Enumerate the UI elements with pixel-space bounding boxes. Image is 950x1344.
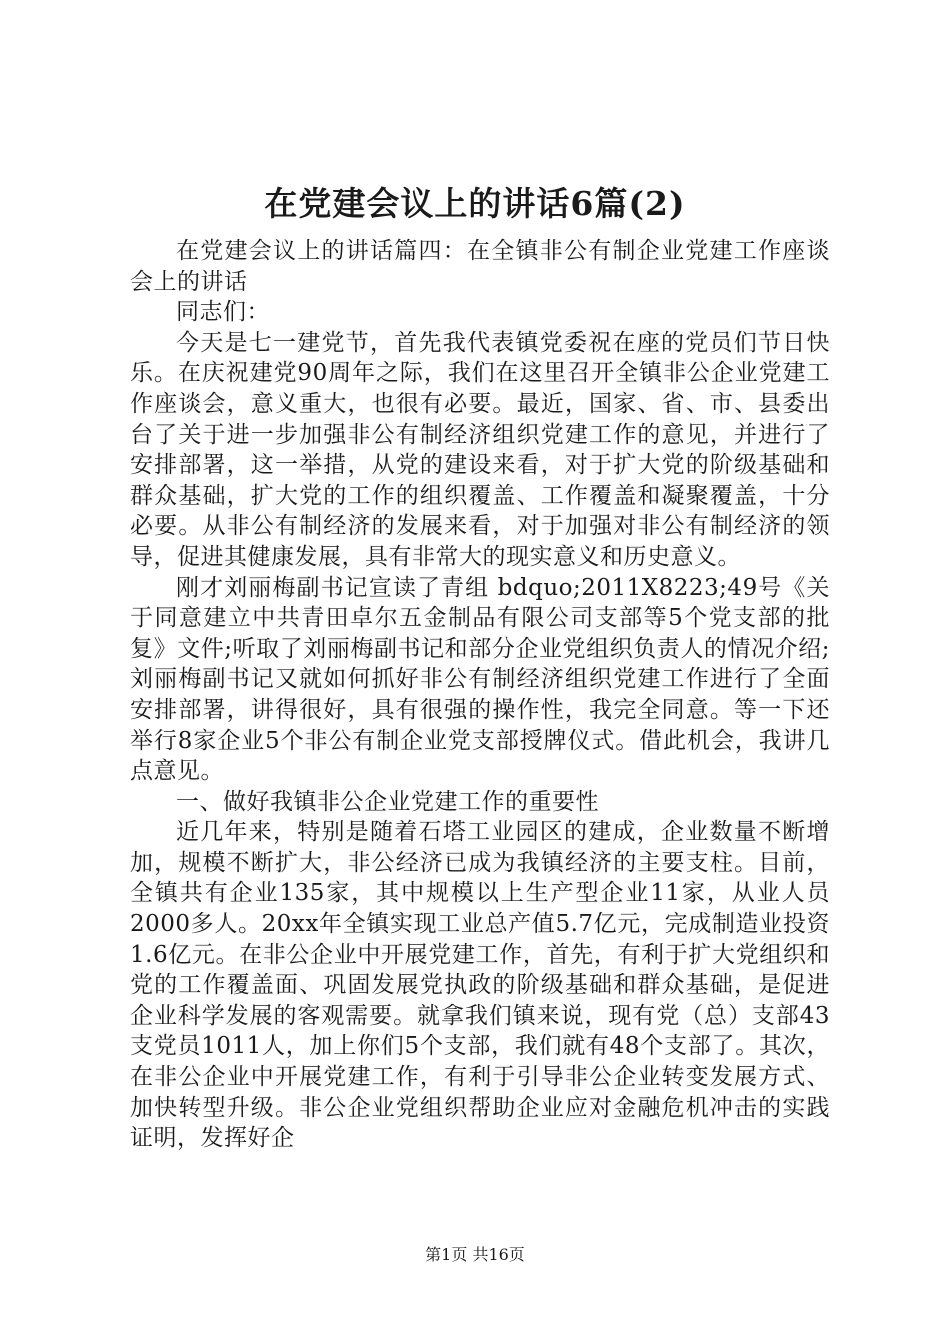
- paragraph: 近几年来，特别是随着石塔工业园区的建成，企业数量不断增加，规模不断扩大，非公经济已成为我镇经济的主要支柱。目前，全镇共有企业135家，其中规模以上生产型企业11家，从业人员2000多人。20xx年全镇实现工业总产值5.7亿元，完成制造业投资1.6亿元。在非公企业中开展党建工作，首先，有利于扩大党组织和党的工作覆盖面、巩固发展党执政的阶级基础和群众基础，是促进企业科学发展的客观需要。就拿我们镇来说，现有党（总）支部43支党员1011人，加上你们5个支部，我们就有48个支部了。其次，在非公企业中开展党建工作，有利于引导非公企业转变发展方式、加快转型升级。非公企业党组织帮助企业应对金融危机冲击的实践证明，发挥好企: [130, 819, 830, 1152]
- paragraph: 今天是七一建党节，首先我代表镇党委祝在座的党员们节日快乐。在庆祝建党90周年之际，我们在这里召开全镇非公企业党建工作座谈会，意义重大，也很有必要。最近，国家、省、市、县委出台了关于进一步加强非公有制经济组织党建工作的意见，并进行了安排部署，这一举措，从党的建设来看，对于扩大党的阶级基础和群众基础，扩大党的工作的组织覆盖、工作覆盖和凝聚覆盖，十分必要。从非公有制经济的发展来看，对于加强对非公有制经济的领导，促进其健康发展，具有非常大的现实意义和历史意义。: [130, 329, 830, 570]
- page-number-footer: 第1页 共16页: [425, 1245, 525, 1264]
- document-title: 在党建会议上的讲话6篇(2): [264, 184, 686, 223]
- paragraph-subtitle: 在党建会议上的讲话篇四：在全镇非公有制企业党建工作座谈会上的讲话: [130, 238, 830, 295]
- paragraph: 刚才刘丽梅副书记宣读了青组 bdquo;2011X8223;49号《关于同意建立中共青田卓尔五金制品有限公司支部等5个党支部的批复》文件;听取了刘丽梅副书记和部分企业党组织负责人的情况介绍;刘丽梅副书记又就如何抓好非公有制经济组织党建工作进行了全面安排部署，讲得很好，具有很强的操作性，我完全同意。等一下还举行8家企业5个非公有制企业党支部授牌仪式。借此机会，我讲几点意见。: [130, 574, 830, 785]
- section-heading: 一、做好我镇非公企业党建工作的重要性: [176, 788, 599, 815]
- document-body: [130, 236, 830, 1154]
- paragraph-salutation: 同志们：: [176, 299, 270, 326]
